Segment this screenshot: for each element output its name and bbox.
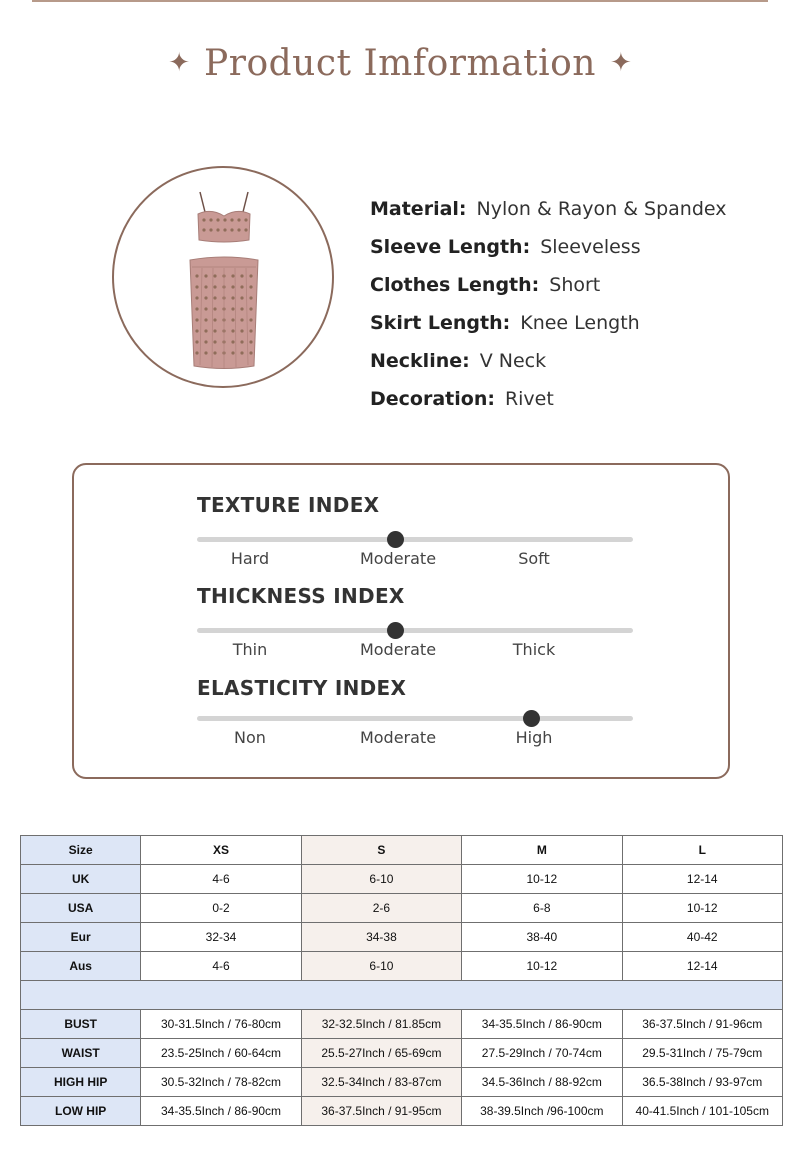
table-cell: 30-31.5Inch / 76-80cm — [141, 1010, 301, 1039]
rivet-dot — [249, 307, 252, 310]
table-cell: 36-37.5Inch / 91-96cm — [622, 1010, 782, 1039]
table-cell: 29.5-31Inch / 75-79cm — [622, 1039, 782, 1068]
spec-key: Decoration: — [370, 388, 495, 410]
rivet-dot — [240, 285, 243, 288]
spec-decoration — [370, 380, 770, 418]
table-cell: 27.5-29Inch / 70-74cm — [462, 1039, 622, 1068]
elasticity-index-title: ELASTICITY INDEX — [197, 676, 407, 700]
spec-value: Short — [549, 274, 601, 296]
table-cell: 6-8 — [462, 894, 622, 923]
rivet-dot — [213, 351, 216, 354]
table-cell: S — [301, 836, 461, 865]
elasticity-index-marker — [523, 710, 540, 727]
table-cell: 0-2 — [141, 894, 301, 923]
table-cell: 12-14 — [622, 952, 782, 981]
rivet-dot — [231, 296, 234, 299]
table-row — [21, 1039, 783, 1068]
rivet-dot — [249, 285, 252, 288]
table-cell: 6-10 — [301, 952, 461, 981]
table-cell: UK — [21, 865, 141, 894]
thickness-label-mid: Moderate — [359, 640, 437, 659]
table-cell: L — [622, 836, 782, 865]
rivet-dot — [237, 228, 240, 231]
rivet-dot — [204, 307, 207, 310]
rivet-dot — [231, 318, 234, 321]
rivet-dot — [223, 218, 226, 221]
rivet-dot — [202, 228, 205, 231]
rivet-dot — [204, 351, 207, 354]
texture-label-high: Soft — [518, 549, 550, 568]
elasticity-label-low: Non — [234, 728, 266, 747]
thickness-index-marker — [387, 622, 404, 639]
table-cell: 34-38 — [301, 923, 461, 952]
rivet-dot — [240, 329, 243, 332]
table-cell: 36-37.5Inch / 91-95cm — [301, 1097, 461, 1126]
rivet-dot — [204, 296, 207, 299]
spec-list — [370, 190, 770, 418]
table-cell: 4-6 — [141, 865, 301, 894]
rivet-dot — [240, 296, 243, 299]
rivet-dot — [244, 228, 247, 231]
thickness-index-title: THICKNESS INDEX — [197, 584, 405, 608]
spec-clothes-length — [370, 266, 770, 304]
product-image — [112, 166, 334, 388]
spec-neckline — [370, 342, 770, 380]
page-title: Product Imformation — [204, 42, 596, 84]
texture-index-marker — [387, 531, 404, 548]
table-row — [21, 923, 783, 952]
table-cell: 4-6 — [141, 952, 301, 981]
sparkle-icon-left: ✦ — [168, 48, 191, 78]
rivet-dot — [240, 318, 243, 321]
rivet-dot — [195, 318, 198, 321]
rivet-dot — [213, 296, 216, 299]
rivet-dot — [204, 329, 207, 332]
texture-label-mid: Moderate — [359, 549, 437, 568]
rivet-dot — [231, 307, 234, 310]
rivet-dot — [249, 318, 252, 321]
sparkle-icon-right: ✦ — [609, 48, 632, 78]
table-cell: WAIST — [21, 1039, 141, 1068]
table-cell: 10-12 — [462, 865, 622, 894]
rivet-dot — [204, 274, 207, 277]
elasticity-label-mid: Moderate — [359, 728, 437, 747]
rivet-dot — [244, 218, 247, 221]
spec-key: Neckline: — [370, 350, 470, 372]
table-cell: 12-14 — [622, 865, 782, 894]
table-cell: 34-35.5Inch / 86-90cm — [141, 1097, 301, 1126]
rivet-dot — [249, 340, 252, 343]
table-cell: 32.5-34Inch / 83-87cm — [301, 1068, 461, 1097]
rivet-dot — [209, 228, 212, 231]
table-separator-row — [21, 981, 783, 1010]
table-cell: XS — [141, 836, 301, 865]
rivet-dot — [231, 340, 234, 343]
spec-material — [370, 190, 770, 228]
top-divider — [32, 0, 768, 2]
rivet-dot — [202, 218, 205, 221]
spec-key: Skirt Length: — [370, 312, 511, 334]
table-row — [21, 1068, 783, 1097]
table-cell: BUST — [21, 1010, 141, 1039]
table-cell: 38-39.5Inch /96-100cm — [462, 1097, 622, 1126]
table-cell: 6-10 — [301, 865, 461, 894]
table-cell: 36.5-38Inch / 93-97cm — [622, 1068, 782, 1097]
rivet-dot — [204, 340, 207, 343]
rivet-dot — [195, 274, 198, 277]
table-row — [21, 1097, 783, 1126]
rivet-dot — [240, 351, 243, 354]
rivet-dot — [195, 329, 198, 332]
rivet-dot — [249, 329, 252, 332]
rivet-dot — [237, 218, 240, 221]
spec-value: Sleeveless — [540, 236, 641, 258]
table-row — [21, 1010, 783, 1039]
spec-skirt-length — [370, 304, 770, 342]
table-cell: M — [462, 836, 622, 865]
spec-key: Clothes Length: — [370, 274, 540, 296]
rivet-dot — [204, 318, 207, 321]
table-row — [21, 952, 783, 981]
dress-illustration — [114, 168, 334, 388]
table-cell: 34.5-36Inch / 88-92cm — [462, 1068, 622, 1097]
spec-sleeve-length — [370, 228, 770, 266]
rivet-dot — [240, 307, 243, 310]
table-cell: 10-12 — [622, 894, 782, 923]
table-cell: Size — [21, 836, 141, 865]
rivet-dot — [231, 274, 234, 277]
rivet-dot — [240, 340, 243, 343]
table-cell: 23.5-25Inch / 60-64cm — [141, 1039, 301, 1068]
table-cell: 32-32.5Inch / 81.85cm — [301, 1010, 461, 1039]
size-chart-table — [20, 835, 783, 1126]
rivet-dot — [213, 274, 216, 277]
rivet-dot — [195, 285, 198, 288]
rivet-dot — [231, 329, 234, 332]
section-header — [0, 38, 800, 88]
rivet-dot — [209, 218, 212, 221]
table-cell: 38-40 — [462, 923, 622, 952]
rivet-dot — [249, 274, 252, 277]
table-cell: 25.5-27Inch / 65-69cm — [301, 1039, 461, 1068]
rivet-dot — [230, 218, 233, 221]
table-cell: Aus — [21, 952, 141, 981]
rivet-dot — [249, 351, 252, 354]
rivet-dot — [213, 307, 216, 310]
table-row — [21, 865, 783, 894]
table-cell: LOW HIP — [21, 1097, 141, 1126]
table-header-row — [21, 836, 783, 865]
rivet-dot — [213, 329, 216, 332]
table-cell: 30.5-32Inch / 78-82cm — [141, 1068, 301, 1097]
spec-key: Material: — [370, 198, 467, 220]
spec-value: Knee Length — [520, 312, 640, 334]
table-cell: 40-42 — [622, 923, 782, 952]
elasticity-index-track — [197, 716, 633, 721]
rivet-dot — [195, 340, 198, 343]
rivet-dot — [195, 296, 198, 299]
table-cell: 2-6 — [301, 894, 461, 923]
rivet-dot — [231, 351, 234, 354]
elasticity-label-high: High — [515, 728, 553, 747]
texture-label-low: Hard — [230, 549, 270, 568]
rivet-dot — [204, 285, 207, 288]
table-row — [21, 894, 783, 923]
rivet-dot — [216, 218, 219, 221]
fabric-index-panel — [72, 463, 730, 779]
table-cell: 10-12 — [462, 952, 622, 981]
texture-index-title: TEXTURE INDEX — [197, 493, 380, 517]
rivet-dot — [223, 228, 226, 231]
thickness-label-high: Thick — [512, 640, 556, 659]
rivet-dot — [195, 307, 198, 310]
rivet-dot — [216, 228, 219, 231]
rivet-dot — [240, 274, 243, 277]
spec-value: V Neck — [479, 350, 547, 372]
rivet-dot — [249, 296, 252, 299]
rivet-dot — [231, 285, 234, 288]
rivet-dot — [230, 228, 233, 231]
spec-value: Nylon & Rayon & Spandex — [476, 198, 727, 220]
table-cell: 32-34 — [141, 923, 301, 952]
rivet-dot — [213, 340, 216, 343]
table-cell: 40-41.5Inch / 101-105cm — [622, 1097, 782, 1126]
thickness-index-track — [197, 628, 633, 633]
rivet-dot — [213, 318, 216, 321]
rivet-dot — [195, 351, 198, 354]
table-cell: Eur — [21, 923, 141, 952]
rivet-dot — [213, 285, 216, 288]
spec-key: Sleeve Length: — [370, 236, 531, 258]
texture-index-track — [197, 537, 633, 542]
table-cell: USA — [21, 894, 141, 923]
spec-value: Rivet — [504, 388, 554, 410]
table-cell: 34-35.5Inch / 86-90cm — [462, 1010, 622, 1039]
thickness-label-low: Thin — [232, 640, 268, 659]
table-cell: HIGH HIP — [21, 1068, 141, 1097]
separator-cell — [21, 981, 783, 1010]
